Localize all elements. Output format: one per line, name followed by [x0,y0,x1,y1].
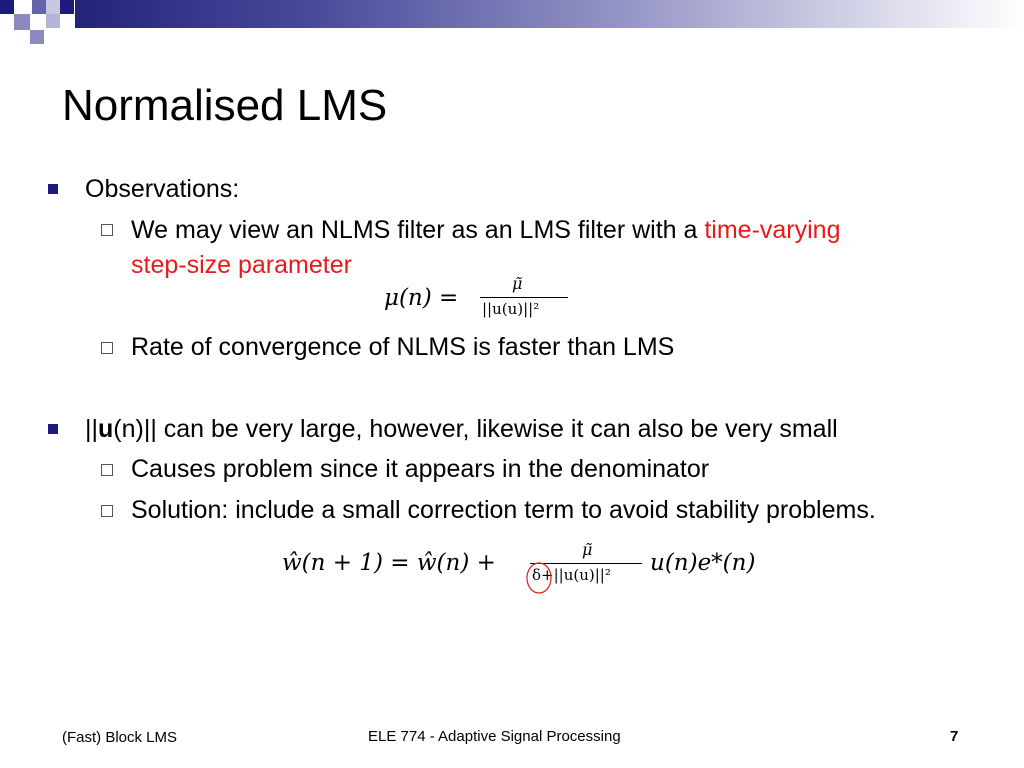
header-square-mid [32,0,46,14]
header-gradient-bar [75,0,1024,28]
sub-bullet-1-line-1 [131,214,841,246]
equation-2-rhs: u(n)e*(n) [650,550,756,576]
bullet-marker-1 [48,184,58,194]
footer-center: ELE 774 - Adaptive Signal Processing [368,728,621,745]
bullet-1-text: Observations: [85,175,240,203]
bullet-2-bold-u: u [98,415,114,443]
highlight-step-size: step-size parameter [131,251,352,279]
header-square-light [14,14,30,30]
delta-circle-annotation [524,560,554,596]
bullet-2-prefix: || [85,415,98,443]
bullet-2-suffix: (n)|| can be very large, however, likewise it can also be very small [113,415,838,443]
sub-bullet-marker-2 [101,342,113,354]
footer-left: (Fast) Block LMS [62,729,178,746]
page-number: 7 [950,728,959,745]
equation-1-fraction-bar [480,297,568,298]
equation-1-lhs: μ(n) = [384,285,459,311]
bullet-2-text [85,413,838,445]
sub-bullet-3-text: Causes problem since it appears in the denominator [131,455,710,483]
sub-bullet-marker-1 [101,224,113,236]
header-square-light-2 [30,30,44,44]
slide-title: Normalised LMS [62,81,388,130]
equation-2-numerator: μ̃ [582,540,593,559]
sub-bullet-marker-4 [101,505,113,517]
equation-1-numerator: μ̃ [512,274,523,293]
equation-2-lhs: ŵ(n + 1) = ŵ(n) + [282,550,496,576]
header-square-navy [0,0,14,14]
header-square-pale [46,0,60,14]
sub-bullet-4-text: Solution: include a small correction term to avoid stability problems. [131,496,876,524]
header-square-navy-2 [60,0,74,14]
equation-2-denominator: δ+||u(u)||² [532,566,611,584]
header-square-pale-2 [46,14,60,28]
sub-bullet-marker-3 [101,464,113,476]
bullet-marker-2 [48,424,58,434]
sub-bullet-2-text: Rate of convergence of NLMS is faster than LMS [131,333,675,361]
sub-bullet-1-text: We may view an NLMS filter as an LMS filter with a [131,216,705,244]
equation-1-denominator: ||u(u)||² [482,300,540,318]
highlight-time-varying: time-varying [704,216,841,244]
